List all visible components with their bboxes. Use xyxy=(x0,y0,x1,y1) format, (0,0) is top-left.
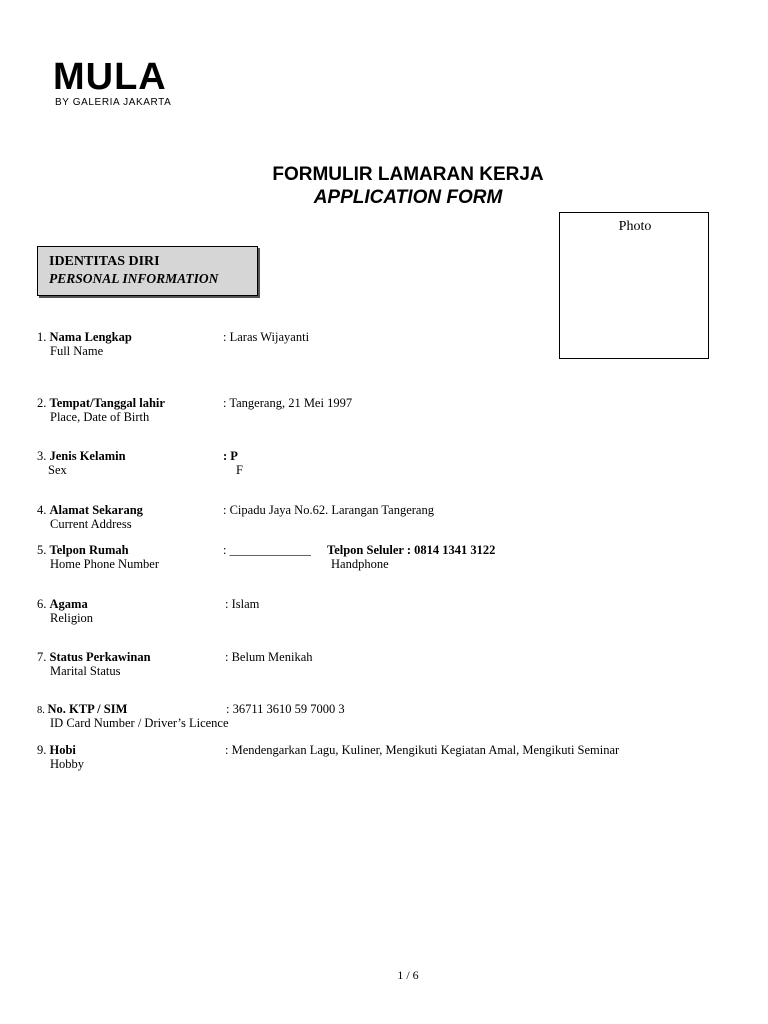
field-sublabel: Sex xyxy=(48,463,67,477)
company-logo xyxy=(55,58,171,108)
field-number: 4. xyxy=(37,503,50,517)
field-sublabel: Full Name xyxy=(50,344,104,358)
field-value: : Cipadu Jaya No.62. Larangan Tangerang xyxy=(223,503,434,517)
field-number: 5. xyxy=(37,543,50,557)
photo-label: Photo xyxy=(618,219,652,234)
field-label: Status Perkawinan xyxy=(49,650,151,664)
field-number: 8. xyxy=(37,705,48,716)
field-value: : P xyxy=(223,449,238,463)
page-number: 1 / 6 xyxy=(397,968,419,982)
field-value: : _____________ xyxy=(223,543,311,557)
field-number: 7. xyxy=(37,650,50,664)
field-value: : Mendengarkan Lagu, Kuliner, Mengikuti Kegiatan Amal, Mengikuti Seminar xyxy=(225,743,620,757)
field-sublabel: Home Phone Number xyxy=(50,557,160,571)
field-sublabel: Marital Status xyxy=(50,664,121,678)
field-number: 1. xyxy=(37,330,50,344)
field-number: 6. xyxy=(37,597,50,611)
field-sublabel: Current Address xyxy=(50,517,132,531)
logo-wordmark: MULA xyxy=(53,56,167,98)
mobile-value: : 0814 1341 3122 xyxy=(403,543,496,557)
logo-tagline: BY GALERIA JAKARTA xyxy=(55,97,172,108)
field-label: Tempat/Tanggal lahir xyxy=(49,396,165,410)
form-title: FORMULIR LAMARAN KERJA xyxy=(272,164,544,185)
field-label: Agama xyxy=(49,597,88,611)
field-label: No. KTP / SIM xyxy=(47,702,128,716)
field-label: Telpon Rumah xyxy=(49,543,129,557)
mobile-label: Telpon Seluler xyxy=(327,543,404,557)
field-label: Nama Lengkap xyxy=(49,330,132,344)
photo-box xyxy=(559,212,709,359)
field-value: : Tangerang, 21 Mei 1997 xyxy=(223,396,353,410)
field-label: Alamat Sekarang xyxy=(49,503,143,517)
mobile-sublabel: Handphone xyxy=(331,557,389,571)
field-sublabel: Place, Date of Birth xyxy=(50,410,150,424)
field-number: 3. xyxy=(37,449,50,463)
field-sublabel: ID Card Number / Driver’s Licence xyxy=(50,716,229,730)
field-number: 9. xyxy=(37,743,50,757)
field-value: : Laras Wijayanti xyxy=(223,330,310,344)
form-subtitle: APPLICATION FORM xyxy=(313,187,503,208)
field-sublabel: Religion xyxy=(50,611,94,625)
field-label: Jenis Kelamin xyxy=(49,449,126,463)
section-subtitle: PERSONAL INFORMATION xyxy=(49,271,219,286)
field-value-translation: F xyxy=(236,463,243,477)
field-number: 2. xyxy=(37,396,50,410)
field-label: Hobi xyxy=(49,743,76,757)
field-sublabel: Hobby xyxy=(50,757,85,771)
section-title: IDENTITAS DIRI xyxy=(49,254,160,269)
section-header-personal-info xyxy=(37,246,258,296)
field-value: : Belum Menikah xyxy=(225,650,313,664)
field-value: : 36711 3610 59 7000 3 xyxy=(226,702,345,716)
field-value: : Islam xyxy=(225,597,260,611)
